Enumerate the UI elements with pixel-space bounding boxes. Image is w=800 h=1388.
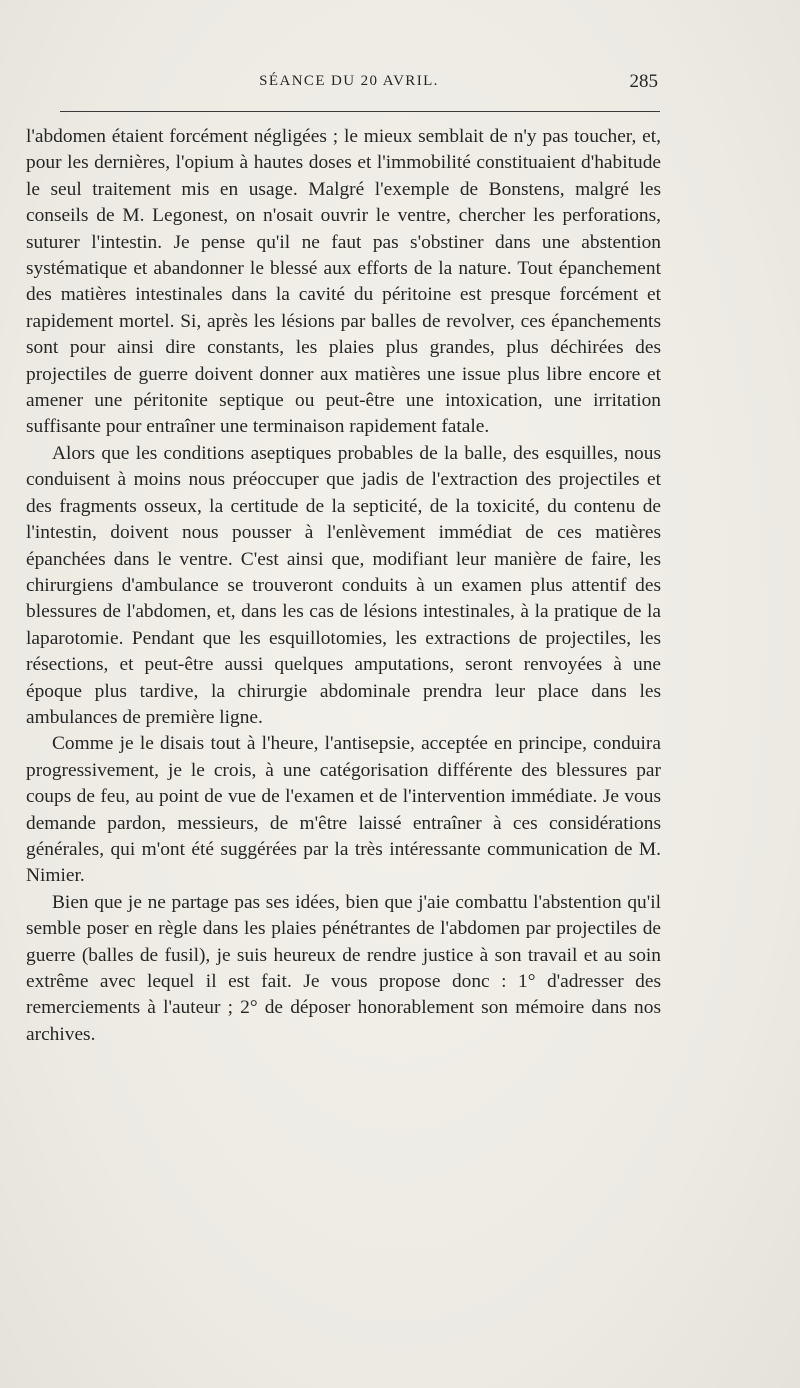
header-rule [60, 111, 660, 112]
paragraph: Alors que les conditions aseptiques probables de la balle, des esquilles, nous conduisent à moins nous préoccuper que jadis de l'extraction des projectiles et des fragments osseux, la certitude de la septicité, de la toxicité, du contenu de l'intestin, doivent nous pousser à l'enlèvement immédiat de ces matières épanchées dans le ventre. C'est ainsi que, modifiant leur manière de faire, les chirurgiens d'ambulance se trouveront conduits à un examen plus attentif des blessures de l'abdomen, et, dans les cas de lésions intestinales, à la pratique de la laparotomie. Pendant que les esquillotomies, les extractions de projectiles, les résections, et peut-être aussi quelques amputations, seront renvoyées à une époque plus tardive, la chirurgie abdominale prendra leur place dans les ambulances de première ligne. [26, 442, 661, 728]
body-text [26, 124, 661, 1048]
paragraph: Bien que je ne partage pas ses idées, bien que j'aie combattu l'abstention qu'il semble poser en règle dans les plaies pénétrantes de l'abdomen par projectiles de guerre (balles de fusil), je suis heureux de rendre justice à son travail et au soin extrême avec lequel il est fait. Je vous propose donc : 1° d'adresser des remerciements à l'auteur ; 2° de déposer honorablement son mémoire dans nos archives. [26, 891, 661, 1045]
running-header [38, 73, 660, 99]
paragraph: Comme je le disais tout à l'heure, l'antisepsie, acceptée en principe, conduira progressivement, je le crois, à une catégorisation différente des blessures par coups de feu, au point de vue de l'examen et de l'intervention immédiate. Je vous demande pardon, messieurs, de m'être laissé entraîner à ces considérations générales, qui m'ont été suggérées par la très intéressante communication de M. Nimier. [26, 733, 661, 887]
page-number: 285 [629, 71, 658, 92]
paragraph: l'abdomen étaient forcément négligées ; le mieux semblait de n'y pas toucher, et, pour les dernières, l'opium à hautes doses et l'immobilité constituaient d'habitude le seul traitement mis en usage. Malgré l'exemple de Bonstens, malgré les conseils de M. Legonest, on n'osait ouvrir le ventre, chercher les perforations, suturer l'intestin. Je pense qu'il ne faut pas s'obstiner dans une abstention systématique et abandonner le blessé aux efforts de la nature. Tout épanchement des matières intestinales dans la cavité du péritoine est presque forcément et rapidement mortel. Si, après les lésions par balles de revolver, ces épanchements sont pour ainsi dire constants, les plaies plus grandes, plus déchirées des projectiles de guerre doivent donner aux matières une issue plus libre encore et amener une péritonite septique ou peut-être une intoxication, une irritation suffisante pour entraîner une terminaison rapidement fatale. [26, 126, 661, 438]
header-title: SÉANCE DU 20 AVRIL. [259, 73, 439, 89]
